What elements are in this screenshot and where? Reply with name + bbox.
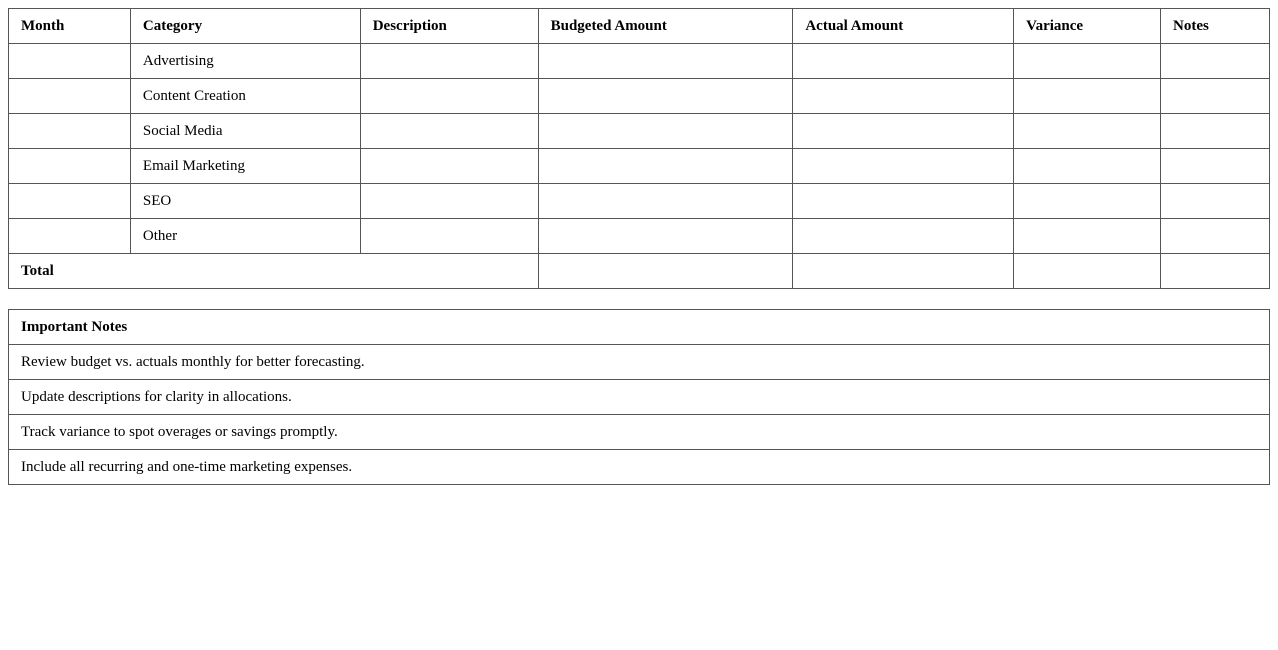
category-cell: Content Creation [130,79,360,114]
budget-table [8,8,1270,289]
notes-cell[interactable] [1161,44,1270,79]
total-row [9,254,1270,289]
header-variance: Variance [1014,9,1161,44]
table-row [9,184,1270,219]
notes-cell[interactable] [1161,79,1270,114]
variance-cell[interactable] [1014,149,1161,184]
category-cell: Email Marketing [130,149,360,184]
description-cell[interactable] [360,44,538,79]
actual-cell[interactable] [793,114,1014,149]
budgeted-cell[interactable] [538,149,793,184]
header-category: Category [130,9,360,44]
variance-cell[interactable] [1014,44,1161,79]
note-item: Include all recurring and one-time marketing expenses. [9,450,1270,485]
note-item: Review budget vs. actuals monthly for better forecasting. [9,345,1270,380]
notes-title: Important Notes [9,310,1270,345]
actual-cell[interactable] [793,184,1014,219]
notes-cell[interactable] [1161,114,1270,149]
actual-cell[interactable] [793,149,1014,184]
month-cell[interactable] [9,79,131,114]
month-cell[interactable] [9,44,131,79]
month-cell[interactable] [9,184,131,219]
header-row [9,9,1270,44]
month-cell[interactable] [9,219,131,254]
total-label: Total [9,254,539,289]
budgeted-cell[interactable] [538,219,793,254]
notes-cell[interactable] [1161,184,1270,219]
table-row [9,44,1270,79]
budgeted-cell[interactable] [538,79,793,114]
variance-cell[interactable] [1014,219,1161,254]
notes-cell[interactable] [1161,149,1270,184]
actual-cell[interactable] [793,44,1014,79]
description-cell[interactable] [360,79,538,114]
description-cell[interactable] [360,184,538,219]
description-cell[interactable] [360,219,538,254]
category-cell: Advertising [130,44,360,79]
table-row [9,79,1270,114]
variance-cell[interactable] [1014,184,1161,219]
notes-cell[interactable] [1161,219,1270,254]
notes-table [8,309,1270,485]
header-description: Description [360,9,538,44]
table-row [9,219,1270,254]
total-variance-cell[interactable] [1014,254,1161,289]
note-item: Update descriptions for clarity in allocations. [9,380,1270,415]
budgeted-cell[interactable] [538,114,793,149]
total-notes-cell[interactable] [1161,254,1270,289]
category-cell: Social Media [130,114,360,149]
variance-cell[interactable] [1014,79,1161,114]
header-actual: Actual Amount [793,9,1014,44]
budgeted-cell[interactable] [538,44,793,79]
variance-cell[interactable] [1014,114,1161,149]
total-budgeted-cell[interactable] [538,254,793,289]
budgeted-cell[interactable] [538,184,793,219]
category-cell: Other [130,219,360,254]
month-cell[interactable] [9,149,131,184]
table-row [9,149,1270,184]
note-item: Track variance to spot overages or savings promptly. [9,415,1270,450]
header-budgeted: Budgeted Amount [538,9,793,44]
category-cell: SEO [130,184,360,219]
table-row [9,114,1270,149]
month-cell[interactable] [9,114,131,149]
total-actual-cell[interactable] [793,254,1014,289]
description-cell[interactable] [360,149,538,184]
description-cell[interactable] [360,114,538,149]
actual-cell[interactable] [793,219,1014,254]
header-month: Month [9,9,131,44]
actual-cell[interactable] [793,79,1014,114]
header-notes: Notes [1161,9,1270,44]
